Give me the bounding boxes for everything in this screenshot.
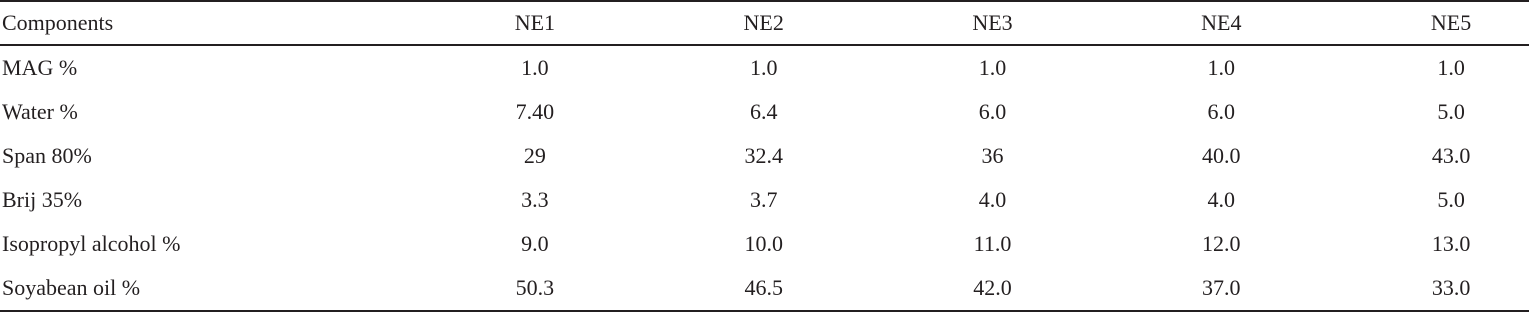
cell-value: 1.0 [749, 55, 778, 80]
cell-value: 10.0 [744, 231, 783, 256]
cell-value: 3.7 [749, 187, 778, 212]
cell-value: 37.0 [1202, 275, 1241, 300]
table-row [0, 90, 1529, 134]
table-row [0, 134, 1529, 178]
cell-value: 36 [981, 143, 1004, 168]
table-row [0, 178, 1529, 222]
cell-value: 6.0 [978, 99, 1007, 124]
cell-value: 46.5 [744, 275, 783, 300]
cell-value: 33.0 [1431, 275, 1471, 300]
cell-value: 9.0 [521, 231, 549, 256]
table-header-row [0, 1, 1529, 45]
cell-value: 29 [523, 143, 546, 168]
cell-value: 1.0 [1437, 55, 1465, 80]
row-label: Isopropyl alcohol % [2, 231, 181, 256]
cell-value: 11.0 [973, 231, 1012, 256]
table-row [0, 266, 1529, 311]
cell-value: 1.0 [1207, 55, 1236, 80]
cell-value: 12.0 [1202, 231, 1241, 256]
cell-value: 3.3 [521, 187, 549, 212]
cell-value: 6.4 [749, 99, 778, 124]
cell-value: 5.0 [1437, 99, 1465, 124]
table-row [0, 222, 1529, 266]
header-ne5: NE5 [1430, 10, 1472, 35]
cell-value: 1.0 [978, 55, 1007, 80]
header-ne1: NE1 [514, 10, 556, 35]
cell-value: 32.4 [744, 143, 783, 168]
cell-value: 4.0 [978, 187, 1007, 212]
cell-value: 6.0 [1207, 99, 1236, 124]
row-label: Soyabean oil % [2, 275, 141, 300]
cell-value: 43.0 [1431, 143, 1471, 168]
row-label: Span 80% [2, 143, 92, 168]
cell-value: 7.40 [515, 99, 555, 124]
cell-value: 50.3 [515, 275, 555, 300]
table-row [0, 45, 1529, 90]
header-components: Components [2, 10, 114, 35]
cell-value: 5.0 [1437, 187, 1465, 212]
row-label: Water % [2, 99, 78, 124]
row-label: Brij 35% [2, 187, 83, 212]
cell-value: 13.0 [1431, 231, 1471, 256]
cell-value: 4.0 [1207, 187, 1236, 212]
cell-value: 40.0 [1202, 143, 1241, 168]
header-ne2: NE2 [743, 10, 784, 35]
cell-value: 1.0 [521, 55, 549, 80]
cell-value: 42.0 [973, 275, 1012, 300]
header-ne4: NE4 [1201, 10, 1242, 35]
header-ne3: NE3 [972, 10, 1013, 35]
row-label: MAG % [2, 55, 78, 80]
